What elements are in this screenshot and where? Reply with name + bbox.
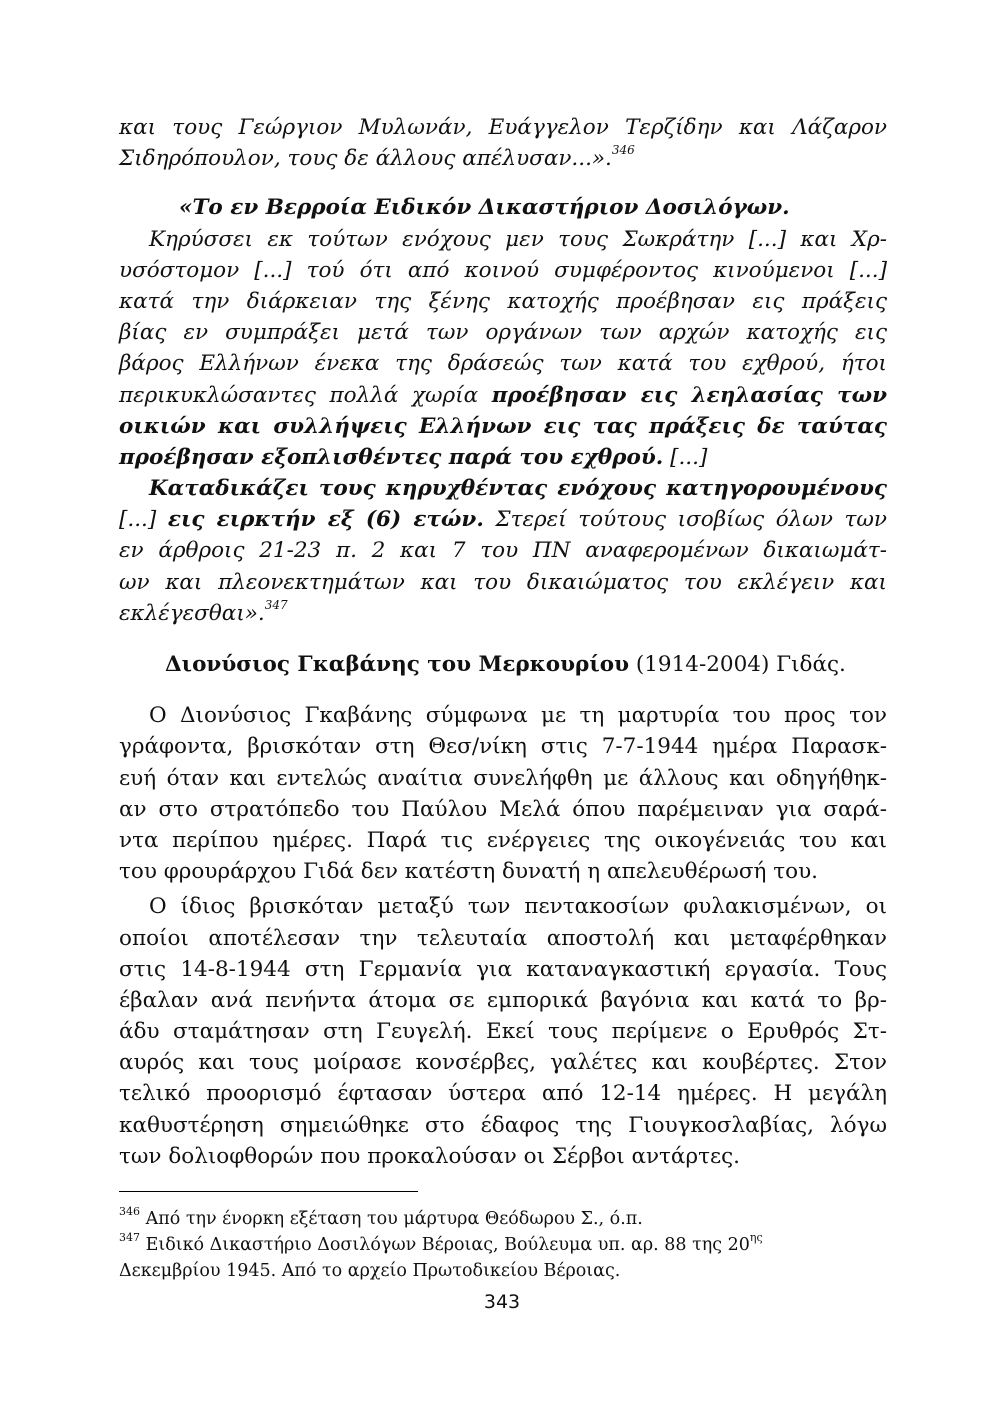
text-line: βάρος Ελλήνων ένεκα της δράσεώς των κατά του εχθρού, ήτοι xyxy=(119,351,887,377)
text-line: έβαλαν ανά πενήντα άτομα σε εμπορικά βαγόνια και κατά το βρ- xyxy=(119,987,887,1013)
footnote-text: Ειδικό Δικαστήριο Δοσιλόγων Βέροιας, Βούλευμα υπ. αρ. 88 της 20 xyxy=(145,1235,750,1255)
footnote-ref: 346 xyxy=(611,143,635,158)
paragraph xyxy=(119,700,887,887)
footnote-347 xyxy=(119,1233,899,1258)
ordinal-suffix: ης xyxy=(749,1231,763,1245)
text-span: περικυκλώσαντες πολλά χωρία xyxy=(119,382,479,408)
footnote-ref: 347 xyxy=(264,597,288,612)
footnote-346 xyxy=(119,1207,899,1232)
text-line: Ο ίδιος βρισκόταν μεταξύ των πεντακοσίων φυλακισμένων, οι xyxy=(149,894,887,920)
text-line: γράφοντα, βρισκόταν στη Θεσ/νίκη στις 7-7-1944 ημέρα Παρασκ- xyxy=(119,734,887,760)
bold-span: προέβησαν εις λεηλασίας των xyxy=(491,382,887,408)
text-line: των δολιοφθορών που προκαλούσαν οι Σέρβοι αντάρτες. xyxy=(119,1143,741,1169)
bold-span: εις ειρκτήν εξ (6) ετών. xyxy=(167,507,484,533)
text-line: Ο Διονύσιος Γκαβάνης σύμφωνα με τη μαρτυρία του προς τον xyxy=(149,703,887,729)
text-line: αυρός και τους μοίρασε κονσέρβες, γαλέτες και κουβέρτες. Στον xyxy=(119,1050,887,1076)
footnote-number: 346 xyxy=(119,1205,140,1219)
page-number: 343 xyxy=(483,1291,521,1313)
footnote-text: Δεκεμβρίου 1945. Από το αρχείο Πρωτοδικείου Βέροιας. xyxy=(119,1261,621,1281)
text-line: του φρουράρχου Γιδά δεν κατέστη δυνατή η απελευθέρωσή του. xyxy=(119,859,818,885)
text-line: Καταδικάζει τους κηρυχθέντας ενόχους κατηγορουμένους xyxy=(149,476,887,502)
paragraph xyxy=(119,891,887,1172)
text-line: αν στο στρατόπεδο του Παύλου Μελά όπου παρέμειναν για σαρά- xyxy=(119,796,887,822)
text-line: και τους Γεώργιον Μυλωνάν, Ευάγγελον Τερζίδην και Λάζαρον xyxy=(119,115,887,140)
text-line: στις 14-8-1944 στη Γερμανία για καταναγκαστική εργασία. Τους xyxy=(119,956,887,982)
text-line: εν άρθροις 21-23 π. 2 και 7 του ΠΝ αναφερομένων δικαιωμάτ- xyxy=(119,538,887,564)
text-line: Κηρύσσει εκ τούτων ενόχους μεν τους Σωκράτην [...] και Χρ- xyxy=(149,226,887,252)
court-decision-quote xyxy=(119,192,887,629)
text-line: καθυστέρηση σημειώθηκε στο έδαφος της Γιουγκοσλαβίας, λόγω xyxy=(119,1112,887,1138)
text-line: τελικό προορισμό έφτασαν ύστερα από 12-14 ημέρες. Η μεγάλη xyxy=(119,1081,887,1107)
quote-continuation xyxy=(119,112,887,174)
section-name: Διονύσιος Γκαβάνης του Μερκουρίου xyxy=(165,652,630,677)
text-line: υσόστομον [...] τού ότι από κοινού συμφέροντος κινούμενοι [...] xyxy=(119,257,887,283)
text-line: οποίοι αποτέλεσαν την τελευταία αποστολή και μεταφέρθηκαν xyxy=(119,925,887,951)
text-line: οικιών και συλλήψεις Ελλήνων εις τας πράξεις δε ταύτας xyxy=(119,413,887,439)
section-heading xyxy=(119,649,887,680)
section-dates: (1914-2004) Γιδάς. xyxy=(635,652,846,677)
text-line xyxy=(119,380,887,411)
footnote-347-cont xyxy=(119,1259,899,1284)
text-line: ευή όταν και εντελώς αναίτια συνελήφθη με άλλους και οδηγήθηκ- xyxy=(119,765,887,791)
footnote-text: Από την ένορκη εξέταση του μάρτυρα Θεόδωρου Σ., ό.π. xyxy=(145,1209,643,1229)
footnote-rule xyxy=(119,1191,418,1192)
text-line xyxy=(119,442,887,473)
text-span: εκλέγεσθαι». xyxy=(119,600,265,626)
quote-heading: «Το εν Βερροία Ειδικόν Δικαστήριον Δοσιλόγων. xyxy=(179,195,790,221)
text-line: ντα περίπου ημέρες. Παρά τις ενέργειες της οικογένειάς του και xyxy=(119,827,887,853)
text-span: Σιδηρόπουλον, τους δε άλλους απέλυσαν...». xyxy=(119,146,612,172)
text-line xyxy=(119,598,887,629)
text-line: βίας εν συμπράξει μετά των οργάνων των αρχών κατοχής εις xyxy=(119,320,887,346)
bold-span: προέβησαν εξοπλισθέντες παρά του εχθρού. xyxy=(119,444,664,470)
text-span: Στερεί τούτους ισοβίως όλων των xyxy=(495,507,887,533)
page-body xyxy=(119,112,887,1172)
text-line: ων και πλεονεκτημάτων και του δικαιώματος του εκλέγειν και xyxy=(119,569,887,595)
text-span: [...] xyxy=(119,507,157,533)
text-span: [...] xyxy=(670,444,708,470)
text-line xyxy=(119,504,887,535)
text-line: κατά την διάρκειαν της ξένης κατοχής προέβησαν εις πράξεις xyxy=(119,288,887,314)
footnote-number: 347 xyxy=(119,1231,140,1245)
text-line xyxy=(119,143,887,174)
text-line: άδυ σταμάτησαν στη Γευγελή. Εκεί τους περίμενε ο Ερυθρός Στ- xyxy=(119,1019,887,1045)
